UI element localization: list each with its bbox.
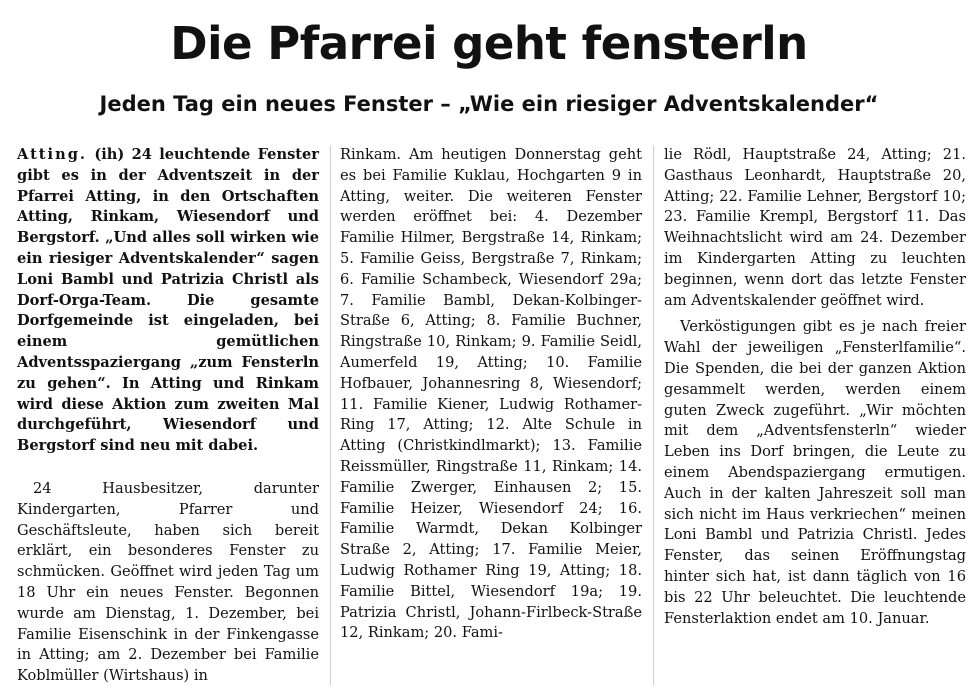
- body-paragraph-1: 24 Hausbesitzer, darunter Kindergarten, Pfarrer und Geschäftsleute, haben sich bereit erklärt, ein besonderes Fenster zu schmücken. Geöffnet wird jeden Tag um 18 Uhr ein neues Fenster. Begonnen wurde am Dienstag, 1. Dezember, bei Familie Eisenschink in der Finkengasse in Atting; am 2. Dezember bei Familie Koblmüller (Wirtshaus) in: [17, 479, 319, 685]
- dateline-place: Atting.: [17, 146, 87, 163]
- subheadline: Jeden Tag ein neues Fenster – „Wie ein riesiger Adventskalender“: [99, 92, 879, 116]
- body-paragraph-4: Verköstigungen gibt es je nach freier Wahl der jeweiligen „Fensterlfamilie“. Die Spenden, die bei der ganzen Aktion gesammelt werden, werden einem guten Zweck zugeführt. „Wir möchten mit dem „Adventsfensterln“ wieder Leben ins Dorf bringen, die Leute zu einem Abendspaziergang ermutigen. Auch in der kalten Jahreszeit soll man sich nicht im Haus verkriechen“ meinen Loni Bambl und Patrizia Christl. Jedes Fenster, das seinen Eröffnungstag hinter sich hat, ist dann täglich von 16 bis 22 Uhr beleuchtet. Die leuchtende Fensterlaktion endet am 10. Januar.: [664, 318, 966, 627]
- lead-paragraph: [17, 145, 319, 457]
- lead-text: (ih) 24 leuchtende Fenster gibt es in der Adventszeit in der Pfarrei Atting, in den Ortschaften Atting, Rinkam, Wiesendorf und Bergstorf. „Und alles soll wirken wie ein riesiger Adventskalender“ sagen Loni Bambl und Patrizia Christl als Dorf-Orga-Team. Die gesamte Dorfgemeinde ist eingeladen, bei einem gemütlichen Adventsspaziergang „zum Fensterln zu gehen“. In Atting und Rinkam wird diese Aktion zum zweiten Mal durchgeführt, Wiesendorf und Bergstorf sind neu mit dabei.: [17, 146, 319, 455]
- column-divider-1: [330, 145, 331, 685]
- column-1: [17, 145, 319, 687]
- column-divider-2: [653, 145, 654, 685]
- body-paragraph-2: Rinkam. Am heutigen Donnerstag geht es bei Familie Kuklau, Hochgarten 9 in Atting, weiter. Die weiteren Fenster werden eröffnet bei: 4. Dezember Familie Hilmer, Bergstraße 14, Rinkam; 5. Familie Geiss, Bergstraße 7, Rinkam; 6. Familie Schambeck, Wiesendorf 29a; 7. Familie Bambl, Dekan-Kolbinger-Straße 6, Atting; 8. Familie Buchner, Ringstraße 10, Rinkam; 9. Familie Seidl, Aumerfeld 19, Atting; 10. Familie Hofbauer, Johannesring 8, Wiesendorf; 11. Familie Kiener, Ludwig Rothamer-Ring 17, Atting; 12. Alte Schule in Atting (Christkindlmarkt); 13. Familie Reissmüller, Ringstraße 11, Rinkam; 14. Familie Zwerger, Einhausen 2; 15. Familie Heizer, Wiesendorf 24; 16. Familie Warmdt, Dekan Kolbinger Straße 2, Atting; 17. Familie Meier, Ludwig Rothamer Ring 19, Atting; 18. Familie Bittel, Wiesendorf 19a; 19. Patrizia Christl, Johann-Firlbeck-Straße 12, Rinkam; 20. Fami-: [340, 146, 642, 642]
- column-3: [664, 145, 966, 629]
- body-paragraph-3: lie Rödl, Hauptstraße 24, Atting; 21. Gasthaus Leonhardt, Hauptstraße 20, Atting; 22. Familie Lehner, Bergstorf 10; 23. Familie Krempl, Bergstorf 11. Das Weihnachtslicht wird am 24. Dezember im Kindergarten Atting zu leuchten beginnen, wenn dort das letzte Fenster am Adventskalender geöffnet wird.: [664, 146, 966, 309]
- column-2: [340, 145, 642, 644]
- headline: Die Pfarrei geht fensterln: [170, 17, 808, 70]
